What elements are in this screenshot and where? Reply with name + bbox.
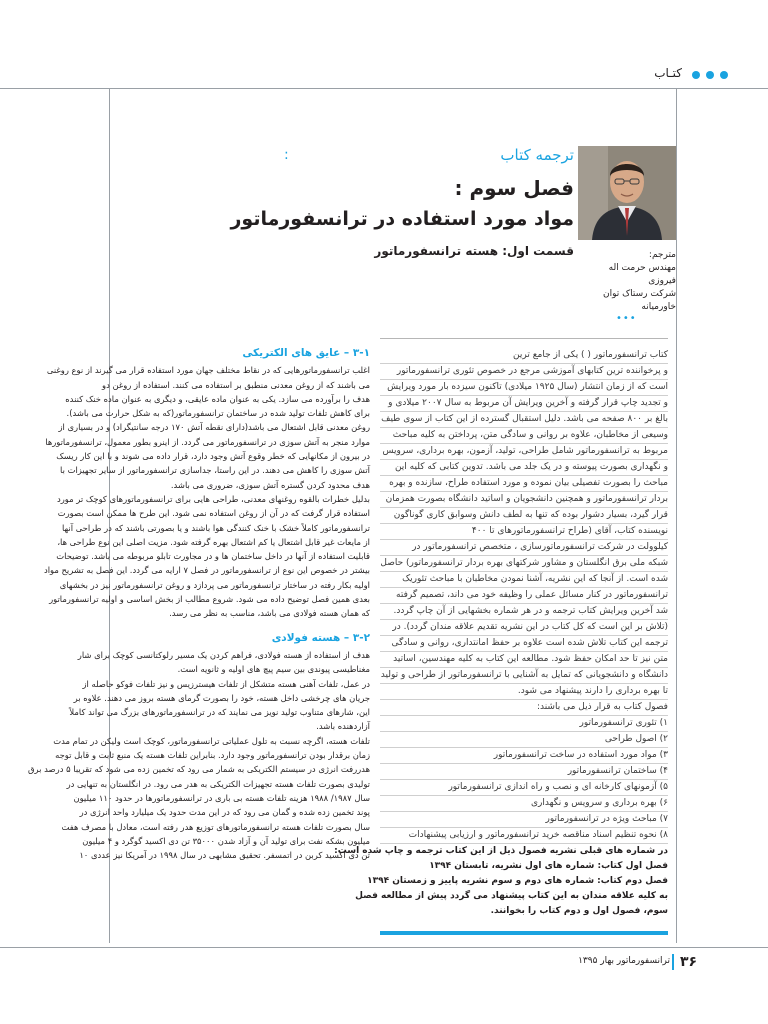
body-line: سال بصورت تلفات هسته ترانسفورماتورهای توزیع هدر رفته است، معادل با مصرف هفت bbox=[61, 821, 370, 832]
footer-rule bbox=[0, 947, 768, 948]
body-line: ترانسفورماتور کاملاً خشک با خنک کنندگی هوا باشند و یا بصورتی باشند که در طراحی آنها bbox=[61, 522, 370, 533]
header-dot bbox=[692, 71, 700, 79]
body-line: بدلیل خطرات بالقوه روغنهای معدنی، طراحی هایی برای ترانسفورماتورهای کوچک تر مورد bbox=[57, 493, 370, 504]
body-line: بیشتر در خصوص این نوع از ترانسفورماتور در فصل ۷ ارایه می گردد. این فصل به تشریح مواد bbox=[44, 565, 370, 576]
body-line: تن دی اکسید کربن در اتمسفر. تحقیق مشابهی در سال ۱۹۹۸ در آمریکا نیز عددی ۱۰ bbox=[79, 850, 370, 861]
intro-line: (تلاش بر این است که کل کتاب در این نشریه تقدیم علاقه مندان گردد). در bbox=[380, 620, 668, 636]
intro-line: و تجدید چاپ قرار گرفته و آخرین ویرایش آن مربوط به سال ۲۰۰۷ میلادی و bbox=[380, 396, 668, 412]
body-line: آتش سوزی را کاهش می دهند. در این راستا، جداسازی ترانسفورماتور از سایر تجهیزات با bbox=[60, 465, 370, 476]
translator-company: خاورمیانه bbox=[641, 302, 676, 312]
body-line: مغناطیسی پیوندی بین سیم پیچ های اولیه و ثانویه است. bbox=[177, 664, 370, 675]
intro-line: ترجمه این کتاب تلاش شده است علاوه بر حفظ امانتداری، روانی و سادگی bbox=[380, 636, 668, 652]
intro-line: مربوط به ترانسفورماتور شامل طراحی، تولید، آزمون، بهره برداری، سرویس bbox=[380, 444, 668, 460]
header-dot bbox=[706, 71, 714, 79]
notice-line: فصل اول کتاب: شماره های اول نشریه، تابستان ۱۳۹۴ bbox=[429, 861, 668, 871]
chapter-list-item: ۶) بهره برداری و سرویس و نگهداری bbox=[380, 796, 668, 812]
kicker-colon: : bbox=[284, 147, 289, 163]
body-line: جریان های چرخشی داخل هسته، خود را بصورت گرمای هسته بروز می دهند. علاوه بر bbox=[73, 692, 370, 703]
intro-line: فصول کتاب به قرار ذیل می باشند: bbox=[380, 700, 668, 716]
header-rule bbox=[0, 88, 768, 89]
column-rule bbox=[676, 88, 677, 943]
footer-accent bbox=[672, 954, 674, 970]
intro-line: و پرخواننده ترین کتابهای آموزشی مرجع در خصوص تئوری ترانسفورماتور bbox=[380, 364, 668, 380]
body-line: آزاردهنده باشد. bbox=[316, 721, 370, 732]
intro-line: کتاب ترانسفورماتور ( ) یکی از جامع ترین bbox=[380, 348, 668, 364]
body-line: زمان برقدار بودن ترانسفورماتور وجود دارد. بنابراین تلفات هسته یک منبع ثابت و قابل توجه bbox=[55, 750, 370, 761]
chapter-list-item: ۷) مباحث ویژه در ترانسفورماتور bbox=[380, 812, 668, 828]
article-kicker: ترجمه کتاب bbox=[500, 146, 574, 164]
body-column bbox=[28, 344, 370, 862]
section-title: کتـاب bbox=[654, 66, 682, 80]
intro-line: نویسنده کتاب، آقای (طراح ترانسفورماتورهای تا ۴۰۰ bbox=[380, 524, 668, 540]
body-line: از مایعات غیر قابل اشتعال یا کم اشتعال بهره گرفته شود. مزیت اصلی این نوع طراحی ها، bbox=[57, 536, 370, 547]
article-title: مواد مورد استفاده در ترانسفورماتور bbox=[230, 208, 574, 230]
portrait-illustration bbox=[578, 146, 676, 240]
body-line: می باشند که از روغن معدنی منطبق بر استفاده می کنند. استفاده از روغن دو bbox=[102, 379, 370, 390]
intro-line: شده است. از آنجا که این نشریه، آشنا نمودن مخاطبان با مباحث تئوریک bbox=[380, 572, 668, 588]
body-line: قابلیت استفاده از آنها در داخل ساختمان ها و در مجاورت تابلو مربوطه می باشد. توضیحات bbox=[56, 551, 370, 562]
section-heading: ۳-۲ – هسته فولادی bbox=[271, 631, 370, 644]
intro-line: و نگهداری بصورت پیوسته و در یک جلد می باشد. تدوین کتابی که کلیه این bbox=[380, 460, 668, 476]
chapter-list-item: ۳) مواد مورد استفاده در ساخت ترانسفورماتور bbox=[380, 748, 668, 764]
body-line: هدف محدود کردن گستره آتش سوزی، ضروری می باشد. bbox=[170, 479, 370, 490]
intro-line: شبکه ملی برق انگلستان و مشاور شرکتهای بهره بردار ترانسفورماتور) حاصل bbox=[380, 556, 668, 572]
intro-line: تا بهره برداری را دارند پیشنهاد می شود. bbox=[380, 684, 668, 700]
body-line: در عمل، تلفات آهنی هسته متشکل از تلفات هیسترزیس و نیز تلفات فوکو حاصله از bbox=[82, 678, 370, 689]
body-line: هدف را برآورده می سازد. یکی به عنوان ماده عایقی، و دیگری به عنوان ماده خنک کننده bbox=[65, 393, 370, 404]
translator-name: فیروزی bbox=[648, 276, 676, 286]
chapter-list-item: ۴) ساختمان ترانسفورماتور bbox=[380, 764, 668, 780]
translator-dots: ••• bbox=[616, 313, 637, 324]
intro-line: شد آخرین ویرایش کتاب ترجمه و در هر شماره بخشهایی از آن چاپ گردد. bbox=[380, 604, 668, 620]
section-heading: ۳-۱ – عایق های الکتریکی bbox=[242, 347, 370, 359]
chapter-list-item: ۸) نحوه تنظیم اسناد مناقصه خرید ترانسفورماتور و ارزیابی پیشنهادات bbox=[380, 828, 668, 844]
chapter-list-item: ۱) تئوری ترانسفورماتور bbox=[380, 716, 668, 732]
body-line: هدررفت انرژی در سیستم الکتریکی به شمار می رود که تخمین زده می شود که تقریبا ۵ درصد برق bbox=[28, 764, 370, 775]
page-number: ۳۶ bbox=[680, 954, 698, 970]
body-line: میلیون بشکه نفت برای تولید آن و آزاد شدن ۳۵۰۰۰ تن دی اکسید گوگرد و ۴ میلیون bbox=[82, 835, 370, 846]
body-line: پوند تخمین زده شده و گمان می رود که در این مدت حدود یک میلیارد واحد انرژی در bbox=[79, 807, 370, 818]
body-line: تولیدی بصورت تلفات هسته تجهیزات الکتریکی به هدر می رود. در انگلستان به تنهایی در bbox=[66, 778, 370, 789]
body-line: در بیرون از مکانهایی که خطر وقوع آتش وجود دارد، قرار داده می شوند و با این کار ریسک bbox=[56, 451, 370, 462]
body-line: برای کاهش تلفات تولید شده در ساختمان ترانسفورماتور(که به شکل حرارت می باشد). bbox=[66, 408, 370, 419]
notice-line: در شماره های قبلی نشریه فصول ذیل از این کتاب ترجمه و چاپ شده است: bbox=[334, 846, 668, 856]
box-bottom-rule bbox=[380, 931, 668, 935]
translator-photo bbox=[578, 146, 676, 240]
intro-line: بردار ترانسفورماتور و همچنین دانشجویان و اساتید دانشگاه بصورت همزمان bbox=[380, 492, 668, 508]
chapter-heading: فصل سوم : bbox=[454, 176, 574, 200]
body-line: اغلب ترانسفورماتورهایی که در نقاط مختلف جهان مورد استفاده قرار می گیرند از نوع روغنی bbox=[46, 365, 370, 376]
intro-line: است که از زمان انتشار (سال ۱۹۲۵ میلادی) تاکنون سیزده بار مورد ویرایش bbox=[380, 380, 668, 396]
body-line: این، شارهای متناوب تولید نویز می نمایند که در ترانسفورماتورهای بزرگ می تواند کاملاً bbox=[69, 707, 370, 718]
intro-line: بالغ بر ۸۰۰ صفحه می باشد. دلیل استقبال گسترده از این کتاب از سوی طیف bbox=[380, 412, 668, 428]
header-dot bbox=[720, 71, 728, 79]
body-line: هدف از استفاده از هسته فولادی، فراهم کردن یک مسیر رلوکتانسی کوچک برای شار bbox=[77, 649, 370, 660]
body-line: موارد منجر به آتش سوزی در ترانسفورماتور می گردد. از اینرو بطور معمول، ترانسفورماتورها bbox=[45, 436, 370, 447]
intro-line: وسیعی از مخاطبان، علاوه بر روانی و سادگی متن، پرداختن به کلیه مباحث bbox=[380, 428, 668, 444]
body-line: بعدی همین فصل توضیح داده می شود. شروع مطالب از بخش اساسی و اولیه ترانسفورماتور bbox=[49, 594, 370, 605]
box-rule bbox=[380, 338, 668, 339]
article-subtitle: قسمت اول: هسته ترانسفورماتور bbox=[374, 244, 574, 258]
intro-line: متن نیز تا حد امکان حفظ شود. مطالعه این کتاب به کلیه مهندسین، اساتید bbox=[380, 652, 668, 668]
body-line: روغن معدنی قابل اشتعال می باشد(دارای نقطه آتش ۱۷۰ درجه سانتیگراد) و در بسیاری از bbox=[58, 422, 370, 433]
intro-line: ترانسفورماتور در کنار مسائل عملی را وظیفه خود می داند، تصمیم گرفته bbox=[380, 588, 668, 604]
body-line: تلفات هسته، اگرچه نسبت به تلول عملیاتی ترانسفورماتور، کوچک است ولیکن در تمام مدت bbox=[53, 735, 370, 746]
chapter-list-item: ۵) آزمونهای کارخانه ای و نصب و راه اندازی ترانسفورماتور bbox=[380, 780, 668, 796]
body-line: سال ۱۹۸۷/ ۱۹۸۸ هزینه تلفات هسته بی باری در ترانسفورماتورها در حدود ۱۱۰ میلیون bbox=[73, 792, 370, 803]
notice-line: سوم، فصول اول و دوم کتاب را بخوانند. bbox=[490, 906, 668, 916]
translator-name: مهندس حرمت اله bbox=[608, 263, 676, 273]
translator-company: شرکت رستاک توان bbox=[602, 289, 676, 299]
intro-line: قرار گیرد، بسیار دشوار بوده که تنها به لطف دانش وسوابق کاری گوناگون bbox=[380, 508, 668, 524]
notice-line: به کلیه علاقه مندان به این کتاب پیشنهاد می گردد پیش از مطالعه فصل bbox=[355, 891, 668, 901]
intro-line: مباحث را بصورت تفصیلی بیان نموده و مورد استفاده طراح، سازنده و بهره bbox=[380, 476, 668, 492]
body-line: اولیه بکار رفته در ساختار ترانسفورماتور می پردازد و روغن ترانسفورماتور نیز در بخشهای bbox=[59, 579, 370, 590]
body-line: که همان هسته فولادی می باشد، مناسب به نظر می رسد. bbox=[169, 608, 370, 619]
notice-line: فصل دوم کتاب: شماره های دوم و سوم نشریه پاییز و زمستان ۱۳۹۴ bbox=[367, 876, 668, 886]
body-line: استفاده قرار گرفت که در آن از روغن استفاده نمی شود. این طرح ها ممکن است بصورت bbox=[57, 508, 370, 519]
chapter-list-item: ۲) اصول طراحی bbox=[380, 732, 668, 748]
intro-line: دانشگاه و دانشجویانی که تمایل به آشنایی با ترانسفورماتور از طراحی و تولید bbox=[380, 668, 668, 684]
translator-label: مترجم: bbox=[648, 250, 676, 260]
footer-issue: ترانسفورماتور بهار ۱۳۹۵ bbox=[578, 956, 670, 966]
intro-line: کیلوولت در شرکت ترانسفورماتورسازی ، متخصص ترانسفورماتور در bbox=[380, 540, 668, 556]
